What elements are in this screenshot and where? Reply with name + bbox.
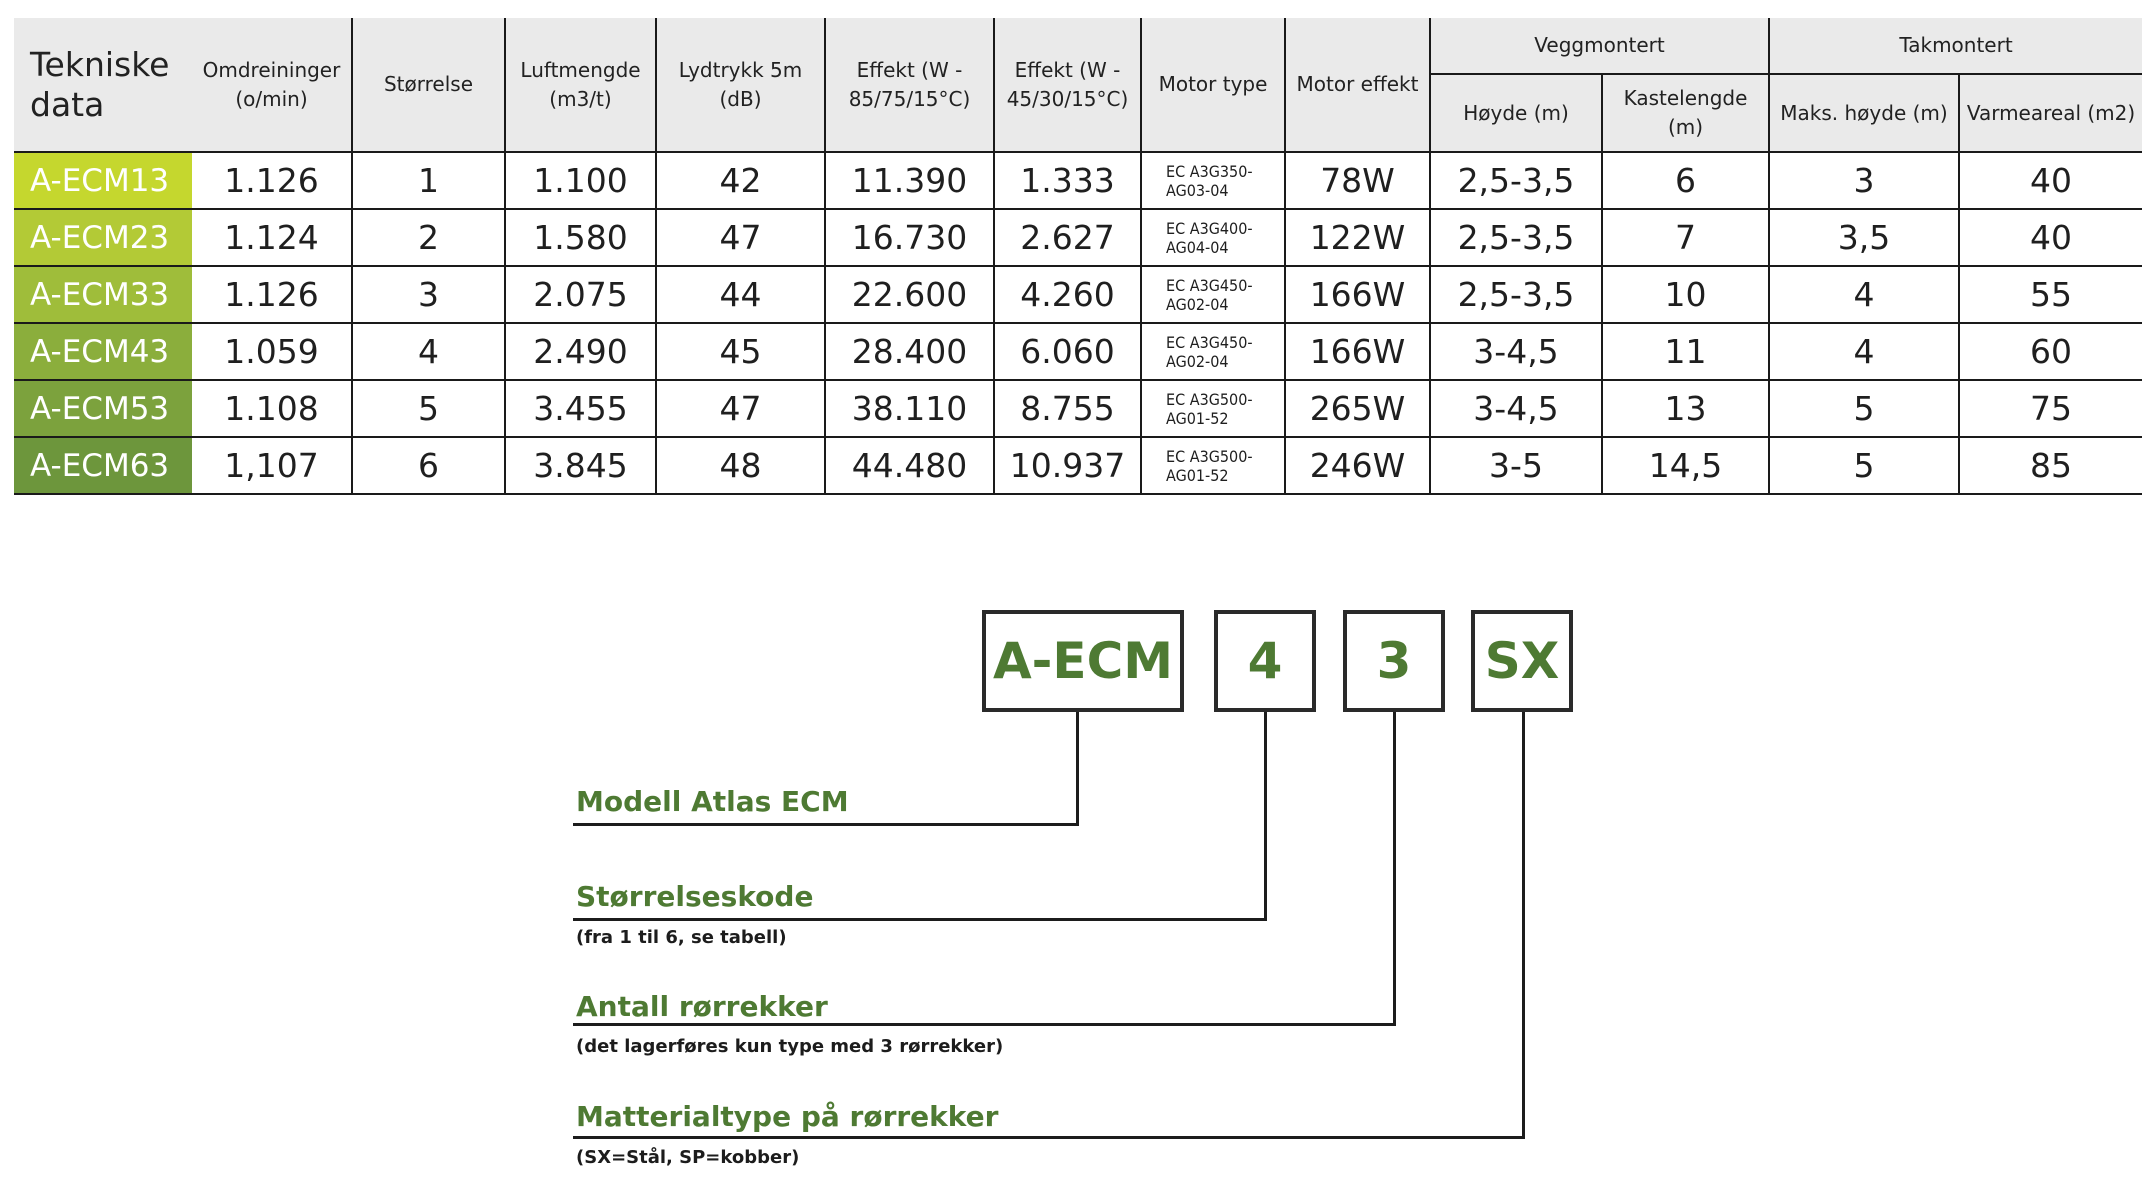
label-tube-rows: Antall rørrekker	[576, 990, 828, 1023]
cell-omdreininger: 1.124	[192, 209, 352, 266]
connector-rows-horizontal	[573, 1023, 1396, 1026]
motor-type-line-1: EC A3G450-	[1166, 332, 1253, 352]
cell-luftmengde: 3.455	[505, 380, 656, 437]
technical-data-table	[14, 18, 2142, 495]
cell-lydtrykk: 45	[656, 323, 825, 380]
cell-storrelse: 2	[352, 209, 505, 266]
header-veggmontert: Veggmontert	[1430, 18, 1769, 74]
cell-kastelengde: 10	[1602, 266, 1769, 323]
cell-effekt-45: 1.333	[994, 152, 1141, 209]
cell-omdreininger: 1,107	[192, 437, 352, 494]
cell-luftmengde: 2.490	[505, 323, 656, 380]
cell-effekt-45: 8.755	[994, 380, 1141, 437]
cell-omdreininger: 1.059	[192, 323, 352, 380]
cell-effekt-45: 4.260	[994, 266, 1141, 323]
header-motor-type: Motor type	[1141, 18, 1285, 152]
motor-type-line-1: EC A3G500-	[1166, 389, 1253, 409]
cell-motor-effekt: 78W	[1285, 152, 1430, 209]
cell-motor-type	[1141, 209, 1285, 266]
connector-material-vertical	[1522, 712, 1525, 1139]
table-title: Tekniske data	[14, 18, 192, 152]
cell-storrelse: 5	[352, 380, 505, 437]
cell-effekt-85: 11.390	[825, 152, 994, 209]
cell-model: A-ECM63	[14, 437, 192, 494]
connector-material-horizontal	[573, 1136, 1525, 1139]
cell-maks-hoyde: 3,5	[1769, 209, 1959, 266]
cell-motor-type	[1141, 437, 1285, 494]
cell-motor-type	[1141, 323, 1285, 380]
cell-hoyde: 3-4,5	[1430, 380, 1602, 437]
cell-effekt-85: 22.600	[825, 266, 994, 323]
note-tube-rows: (det lagerføres kun type med 3 rørrekker)	[576, 1036, 1004, 1057]
cell-varmeareal: 85	[1959, 437, 2142, 494]
motor-type-line-2: AG03-04	[1166, 180, 1229, 200]
motor-type-line-2: AG02-04	[1166, 294, 1229, 314]
connector-rows-vertical	[1393, 712, 1396, 1026]
cell-lydtrykk: 44	[656, 266, 825, 323]
cell-omdreininger: 1.108	[192, 380, 352, 437]
cell-motor-effekt: 166W	[1285, 323, 1430, 380]
cell-omdreininger: 1.126	[192, 266, 352, 323]
cell-kastelengde: 14,5	[1602, 437, 1769, 494]
cell-varmeareal: 40	[1959, 152, 2142, 209]
connector-size-horizontal	[573, 918, 1267, 921]
connector-size-vertical	[1264, 712, 1267, 921]
cell-hoyde: 2,5-3,5	[1430, 266, 1602, 323]
cell-motor-effekt: 265W	[1285, 380, 1430, 437]
cell-maks-hoyde: 4	[1769, 266, 1959, 323]
header-storrelse: Størrelse	[352, 18, 505, 152]
cell-hoyde: 2,5-3,5	[1430, 152, 1602, 209]
header-effekt-45: Effekt (W - 45/30/15°C)	[994, 18, 1141, 152]
cell-model: A-ECM43	[14, 323, 192, 380]
cell-hoyde: 2,5-3,5	[1430, 209, 1602, 266]
code-box-size: 4	[1214, 610, 1316, 712]
cell-varmeareal: 40	[1959, 209, 2142, 266]
motor-type-line-1: EC A3G400-	[1166, 218, 1253, 238]
cell-effekt-85: 44.480	[825, 437, 994, 494]
cell-effekt-45: 6.060	[994, 323, 1141, 380]
cell-model: A-ECM13	[14, 152, 192, 209]
header-motor-effekt: Motor effekt	[1285, 18, 1430, 152]
note-material: (SX=Stål, SP=kobber)	[576, 1147, 800, 1168]
cell-kastelengde: 7	[1602, 209, 1769, 266]
cell-luftmengde: 1.580	[505, 209, 656, 266]
cell-motor-effekt: 122W	[1285, 209, 1430, 266]
cell-model: A-ECM53	[14, 380, 192, 437]
table-row	[14, 380, 2142, 437]
cell-motor-type	[1141, 266, 1285, 323]
cell-hoyde: 3-5	[1430, 437, 1602, 494]
cell-storrelse: 3	[352, 266, 505, 323]
label-material: Matterialtype på rørrekker	[576, 1100, 999, 1133]
motor-type-line-2: AG01-52	[1166, 465, 1229, 485]
motor-type-line-2: AG02-04	[1166, 351, 1229, 371]
motor-type-line-1: EC A3G500-	[1166, 446, 1253, 466]
cell-maks-hoyde: 5	[1769, 380, 1959, 437]
cell-omdreininger: 1.126	[192, 152, 352, 209]
code-box-model: A-ECM	[982, 610, 1184, 712]
code-box-material: SX	[1471, 610, 1573, 712]
header-kastelengde: Kastelengde (m)	[1602, 74, 1769, 152]
cell-varmeareal: 60	[1959, 323, 2142, 380]
header-lydtrykk: Lydtrykk 5m (dB)	[656, 18, 825, 152]
cell-varmeareal: 75	[1959, 380, 2142, 437]
cell-effekt-85: 16.730	[825, 209, 994, 266]
motor-type-line-2: AG04-04	[1166, 237, 1229, 257]
cell-lydtrykk: 42	[656, 152, 825, 209]
cell-motor-effekt: 246W	[1285, 437, 1430, 494]
header-hoyde: Høyde (m)	[1430, 74, 1602, 152]
code-box-rows: 3	[1343, 610, 1445, 712]
label-size-code: Størrelseskode	[576, 880, 814, 913]
cell-kastelengde: 6	[1602, 152, 1769, 209]
cell-luftmengde: 1.100	[505, 152, 656, 209]
cell-motor-type	[1141, 152, 1285, 209]
motor-type-line-1: EC A3G350-	[1166, 161, 1253, 181]
table-row	[14, 437, 2142, 494]
cell-maks-hoyde: 4	[1769, 323, 1959, 380]
cell-storrelse: 6	[352, 437, 505, 494]
cell-luftmengde: 2.075	[505, 266, 656, 323]
cell-model: A-ECM33	[14, 266, 192, 323]
header-luftmengde: Luftmengde (m3/t)	[505, 18, 656, 152]
cell-storrelse: 1	[352, 152, 505, 209]
cell-effekt-45: 2.627	[994, 209, 1141, 266]
cell-lydtrykk: 47	[656, 209, 825, 266]
table-row	[14, 209, 2142, 266]
cell-motor-effekt: 166W	[1285, 266, 1430, 323]
motor-type-line-1: EC A3G450-	[1166, 275, 1253, 295]
cell-storrelse: 4	[352, 323, 505, 380]
cell-model: A-ECM23	[14, 209, 192, 266]
label-model: Modell Atlas ECM	[576, 785, 849, 818]
cell-lydtrykk: 48	[656, 437, 825, 494]
table-body	[14, 152, 2142, 494]
header-omdreininger: Omdreininger (o/min)	[192, 18, 352, 152]
table-row	[14, 152, 2142, 209]
header-takmontert: Takmontert	[1769, 18, 2142, 74]
note-size-code: (fra 1 til 6, se tabell)	[576, 927, 787, 948]
cell-effekt-85: 28.400	[825, 323, 994, 380]
cell-effekt-85: 38.110	[825, 380, 994, 437]
cell-motor-type	[1141, 380, 1285, 437]
header-varmeareal: Varmeareal (m2)	[1959, 74, 2142, 152]
motor-type-line-2: AG01-52	[1166, 408, 1229, 428]
table-row	[14, 266, 2142, 323]
cell-maks-hoyde: 5	[1769, 437, 1959, 494]
cell-hoyde: 3-4,5	[1430, 323, 1602, 380]
cell-kastelengde: 13	[1602, 380, 1769, 437]
cell-lydtrykk: 47	[656, 380, 825, 437]
header-effekt-85: Effekt (W - 85/75/15°C)	[825, 18, 994, 152]
cell-varmeareal: 55	[1959, 266, 2142, 323]
cell-kastelengde: 11	[1602, 323, 1769, 380]
connector-model-horizontal	[573, 823, 1079, 826]
connector-model-vertical	[1076, 712, 1079, 826]
table-row	[14, 323, 2142, 380]
cell-maks-hoyde: 3	[1769, 152, 1959, 209]
cell-luftmengde: 3.845	[505, 437, 656, 494]
header-maks-hoyde: Maks. høyde (m)	[1769, 74, 1959, 152]
cell-effekt-45: 10.937	[994, 437, 1141, 494]
